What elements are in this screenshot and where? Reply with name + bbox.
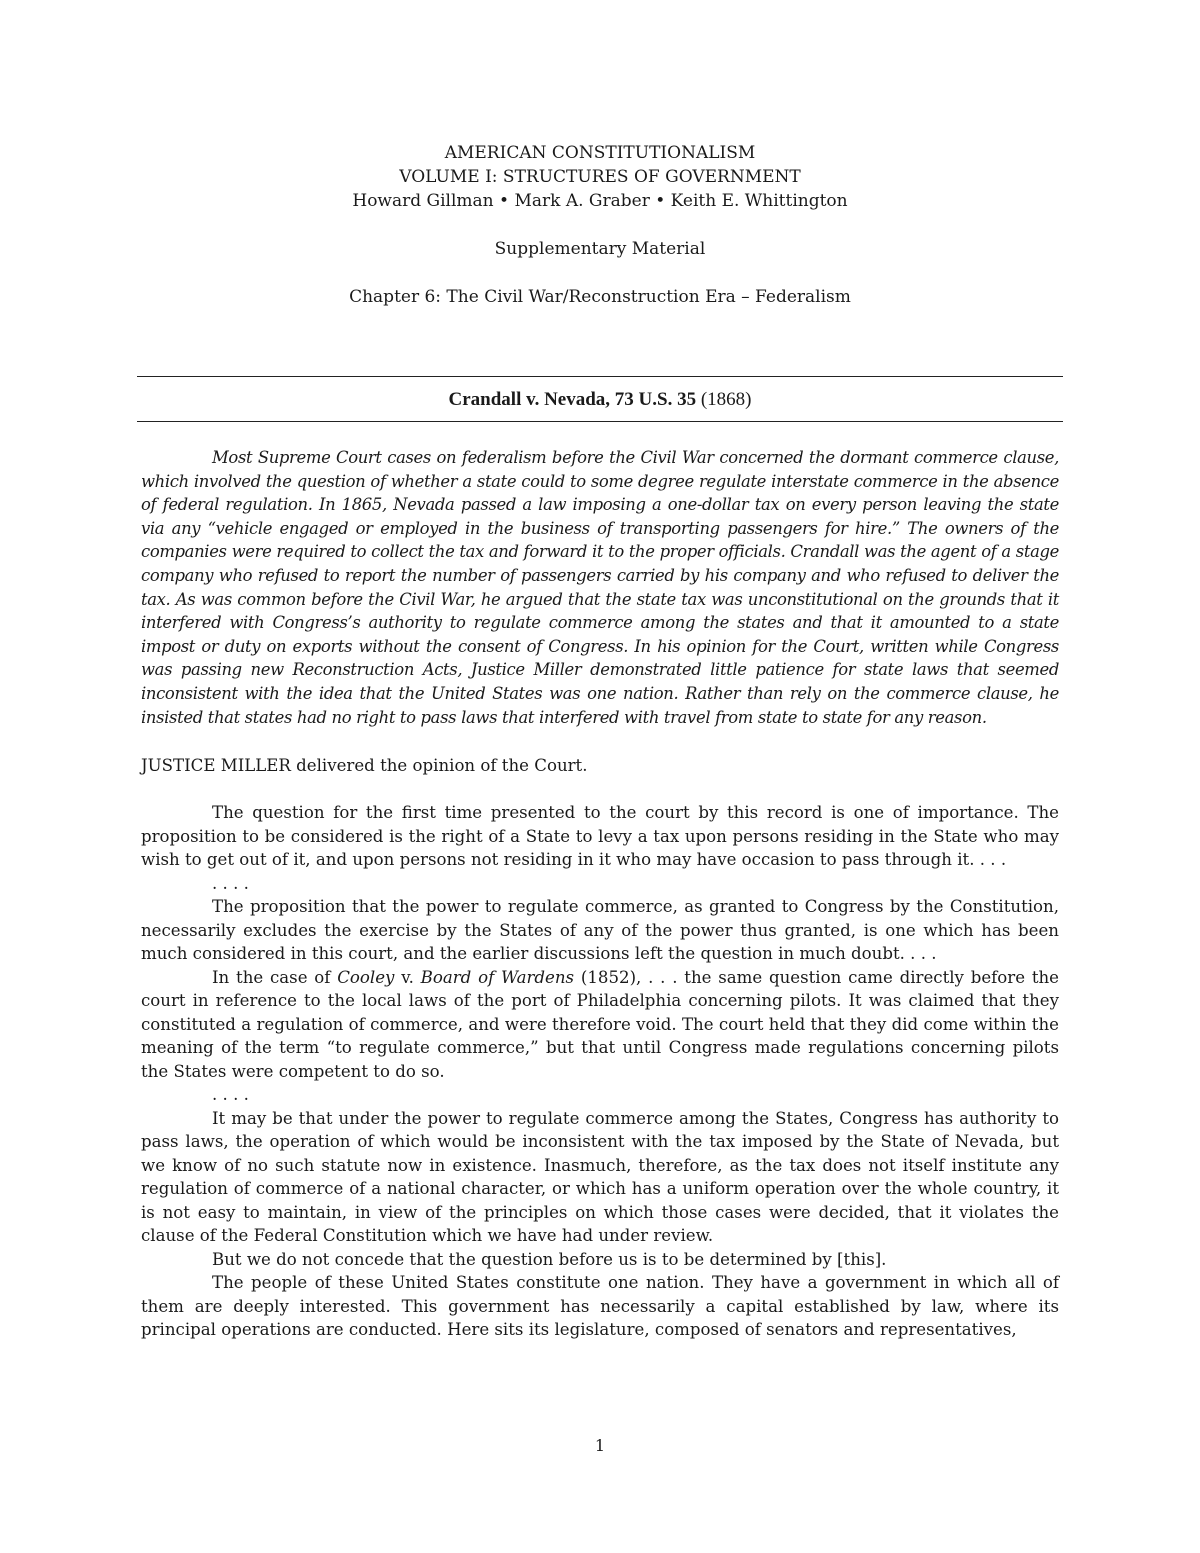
opinion-paragraph: The people of these United States constitute one nation. They have a government in which all of them are deeply interested. This government has necessarily a capital established by law, where its principal operations are conducted. Here sits its legislature, composed of senators and representatives, bbox=[141, 1273, 1059, 1339]
case-year: (1868) bbox=[700, 389, 752, 410]
opinion-body bbox=[141, 754, 1059, 1342]
case-citation: Board of Wardens bbox=[420, 967, 575, 987]
opinion-paragraph bbox=[141, 966, 1059, 1084]
case-name: Crandall v. Nevada, 73 U.S. 35 bbox=[448, 389, 697, 410]
opinion-paragraph: The proposition that the power to regulate commerce, as granted to Congress by the Constitution, necessarily excludes the exercise by the States of any of the power thus granted, is one which has been much considered in this court, and the earlier discussions left the question in much doubt. . . . bbox=[141, 897, 1059, 963]
text-run: (1852), . . . the same question came directly before the court in reference to the local laws of the port of Philadelphia concerning pilots. It was claimed that they constituted a regulation of commerce, and were therefore void. The court held that they did come within the meaning of the term “to regulate commerce,” but that until Congress made regulations concerning pilots the States were competent to do so. bbox=[141, 967, 1059, 1081]
supplementary-label: Supplementary Material bbox=[494, 239, 706, 259]
text-run: In the case of bbox=[212, 967, 338, 987]
case-introduction bbox=[141, 446, 1059, 729]
opinion-paragraph: The question for the first time presented to the court by this record is one of importance. The proposition to be considered is the right of a State to levy a tax upon persons residing in the State who may wish to get out of it, and upon persons not residing in it who may have occasion to pass through it. . . . bbox=[141, 803, 1059, 869]
book-title: AMERICAN CONSTITUTIONALISM bbox=[444, 143, 756, 163]
authors: Howard Gillman • Mark A. Graber • Keith E. Whittington bbox=[352, 191, 848, 211]
document-header bbox=[0, 141, 1200, 309]
case-citation: Cooley bbox=[337, 967, 395, 987]
intro-paragraph: Most Supreme Court cases on federalism before the Civil War concerned the dormant commerce clause, which involved the question of whether a state could to some degree regulate interstate commerce in the absence of federal regulation. In 1865, Nevada passed a law imposing a one-dollar tax on every person leaving the state via any “vehicle engaged or employed in the business of transporting passengers for hire.” The owners of the companies were required to collect the tax and forward it to the proper officials. Crandall was the agent of a stage company who refused to report the number of passengers carried by his company and who refused to deliver the tax. As was common before the Civil War, he argued that the state tax was unconstitutional on the grounds that it interfered with Congress’s authority to regulate commerce among the states and that it amounted to a state impost or duty on exports without the consent of Congress. In his opinion for the Court, written while Congress was passing new Reconstruction Acts, Justice Miller demonstrated little patience for state laws that seemed inconsistent with the idea that the United States was one nation. Rather than rely on the commerce clause, he insisted that states had no right to pass laws that interfered with travel from state to state for any reason. bbox=[141, 448, 1059, 727]
bottom-rule bbox=[137, 421, 1063, 422]
page-number: 1 bbox=[594, 1436, 606, 1455]
chapter-title: Chapter 6: The Civil War/Reconstruction Era – Federalism bbox=[349, 287, 851, 307]
text-run: v. bbox=[394, 967, 421, 987]
opinion-intro: JUSTICE MILLER delivered the opinion of the Court. bbox=[141, 756, 588, 775]
ellipsis: . . . . bbox=[212, 873, 249, 893]
volume-title: VOLUME I: STRUCTURES OF GOVERNMENT bbox=[399, 167, 801, 187]
opinion-paragraph: But we do not concede that the question before us is to be determined by [this]. bbox=[212, 1249, 887, 1269]
ellipsis: . . . . bbox=[212, 1085, 249, 1104]
spacer bbox=[0, 213, 1200, 237]
case-title bbox=[137, 388, 1063, 412]
top-rule bbox=[137, 376, 1063, 377]
spacer bbox=[0, 261, 1200, 285]
opinion-paragraph: It may be that under the power to regulate commerce among the States, Congress has authority to pass laws, the operation of which would be inconsistent with the tax imposed by the State of Nevada, but we know of no such statute now in existence. Inasmuch, therefore, as the tax does not itself institute any regulation of commerce of a national character, or which has a uniform operation over the whole country, it is not easy to maintain, in view of the principles on which those cases were decided, that it violates the clause of the Federal Constitution which we have had under review. bbox=[141, 1108, 1059, 1245]
